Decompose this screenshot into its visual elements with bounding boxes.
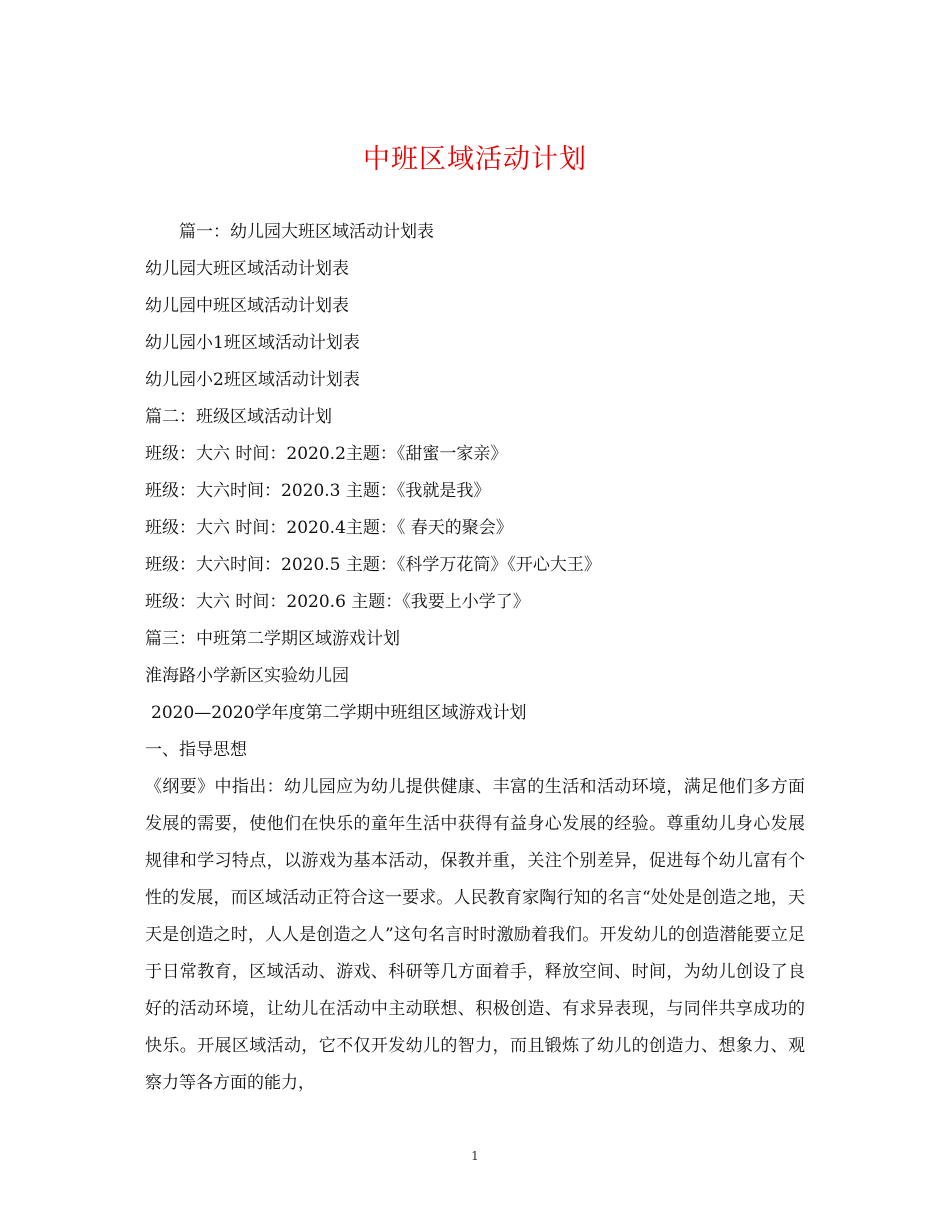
list-item: 幼儿园中班区域活动计划表 bbox=[145, 296, 349, 316]
section-heading-1: 篇一：幼儿园大班区域活动计划表 bbox=[179, 222, 434, 242]
list-item: 幼儿园小2班区域活动计划表 bbox=[145, 370, 360, 390]
schedule-row: 班级：大六 时间：2020.4主题：《 春天的聚会》 bbox=[145, 518, 513, 538]
body-paragraph: 《纲要》中指出：幼儿园应为幼儿提供健康、丰富的生活和活动环境，满足他们多方面发展的需要，使他们在快乐的童年生活中获得有益身心发展的经验。尊重幼儿身心发展规律和学习特点，以游戏为基本活动，保教并重，关注个别差异，促进每个幼儿富有个性的发展，而区域活动正符合这一要求。人民教育家陶行知的名言“处处是创造之地，天天是创造之时，人人是创造之人”这句名言时时激励着我们。开发幼儿的创造潜能要立足于日常教育，区域活动、游戏、科研等几方面着手，释放空间、时间，为幼儿创设了良好的活动环境，让幼儿在活动中主动联想、积极创造、有求异表现，与同伴共享成功的快乐。开展区域活动，它不仅开发幼儿的智力，而且锻炼了幼儿的创造力、想象力、观察力等各方面的能力， bbox=[145, 777, 805, 1093]
schedule-row: 班级：大六时间：2020.3 主题：《我就是我》 bbox=[145, 481, 491, 501]
schedule-row: 班级：大六 时间：2020.6 主题：《我要上小学了》 bbox=[145, 592, 530, 612]
page-number: 1 bbox=[471, 1149, 479, 1163]
list-item: 幼儿园大班区域活动计划表 bbox=[145, 259, 349, 279]
document-body bbox=[145, 214, 805, 1102]
list-item: 幼儿园小1班区域活动计划表 bbox=[145, 333, 360, 353]
section-heading-3: 篇三：中班第二学期区域游戏计划 bbox=[145, 629, 400, 649]
section-heading-2: 篇二：班级区域活动计划 bbox=[145, 407, 332, 427]
plan-subtitle: 2020—2020学年度第二学期中班组区域游戏计划 bbox=[151, 703, 527, 723]
subsection-heading: 一、指导思想 bbox=[145, 740, 247, 760]
schedule-row: 班级：大六时间：2020.5 主题：《科学万花筒》《开心大王》 bbox=[145, 555, 601, 575]
school-name: 淮海路小学新区实验幼儿园 bbox=[145, 666, 349, 686]
document-title: 中班区域活动计划 bbox=[363, 144, 587, 175]
schedule-row: 班级：大六 时间：2020.2主题：《甜蜜一家亲》 bbox=[145, 444, 508, 464]
